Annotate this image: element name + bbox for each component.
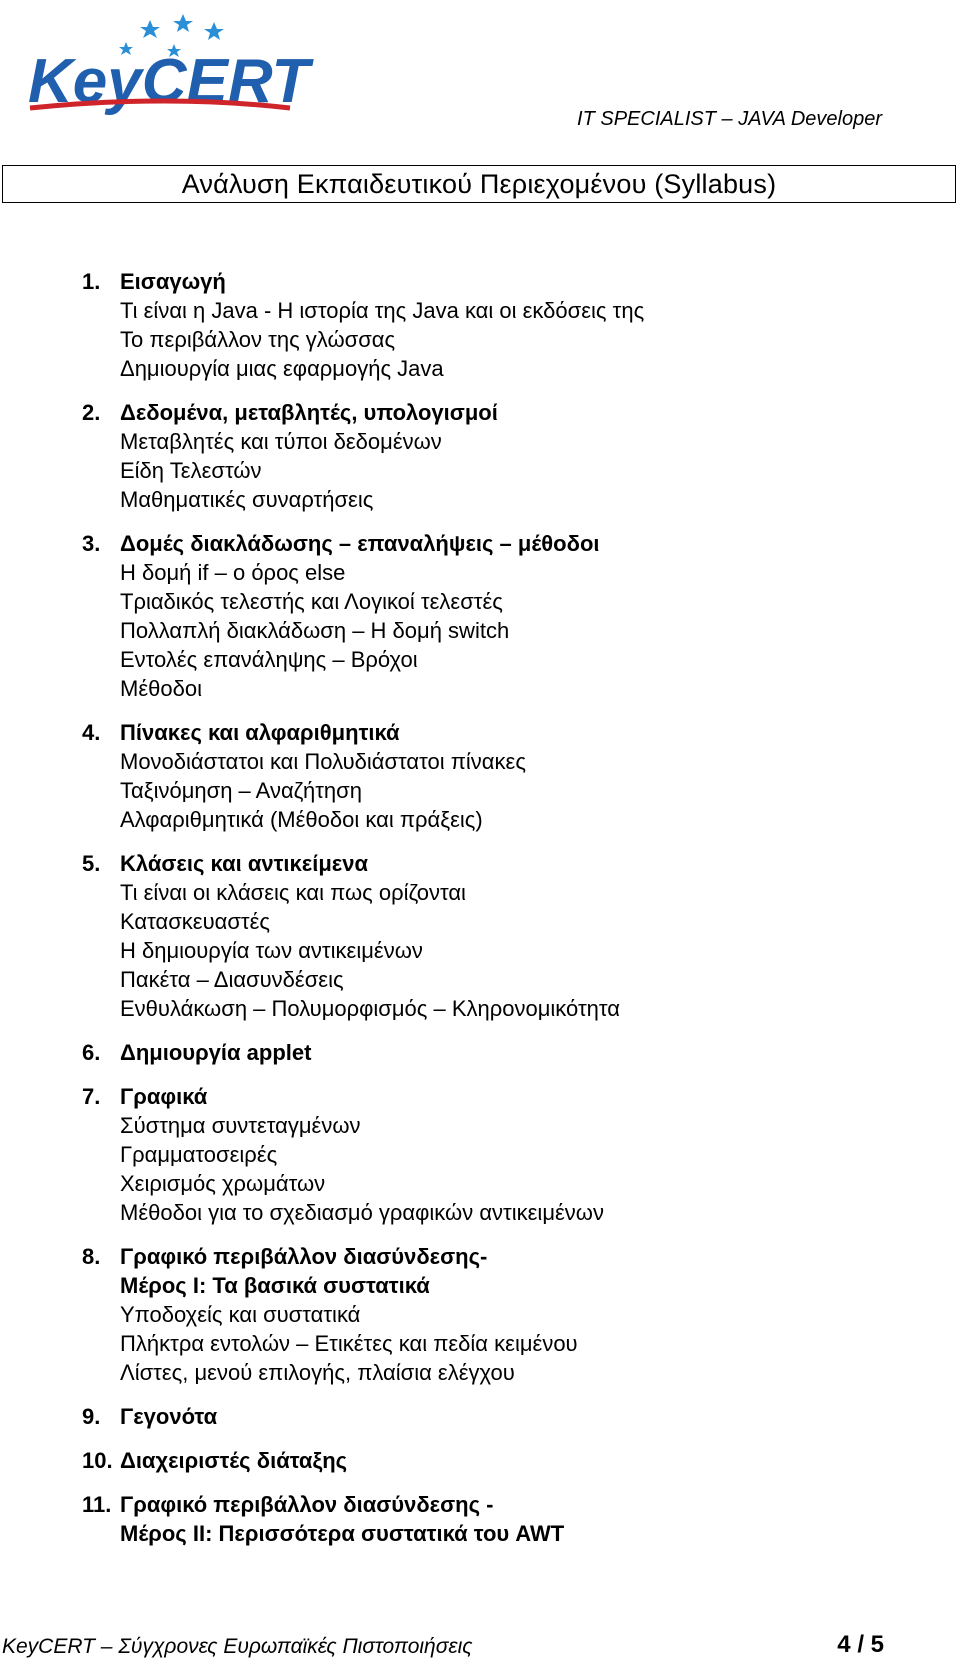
list-item: Μονοδιάστατοι και Πολυδιάστατοι πίνακες: [120, 749, 526, 774]
list-item: Εντολές επανάληψης – Βρόχοι: [120, 647, 418, 672]
section-title-line: Κλάσεις και αντικείμενα: [120, 851, 368, 876]
section-title: [120, 1082, 902, 1111]
list-item: Χειρισμός χρωμάτων: [120, 1171, 326, 1196]
section-number: 5.: [82, 851, 101, 876]
section-title-line: Γραφικά: [120, 1084, 208, 1109]
section-title-line: Δημιουργία applet: [120, 1040, 312, 1065]
list-item: Πακέτα – Διασυνδέσεις: [120, 967, 344, 992]
section-title: [120, 529, 902, 558]
section-title-line: Γραφικό περιβάλλον διασύνδεσης -: [120, 1492, 494, 1517]
list-item: Μέθοδοι: [120, 676, 202, 701]
section-title: [120, 1490, 902, 1548]
syllabus-list: [82, 267, 902, 1563]
section-title-line: Διαχειριστές διάταξης: [120, 1448, 348, 1473]
list-item: Είδη Τελεστών: [120, 458, 262, 483]
list-item: Αλφαριθμητικά (Μέθοδοι και πράξεις): [120, 807, 483, 832]
list-item: Δημιουργία μιας εφαρμογής Java: [120, 356, 444, 381]
section-heading: [82, 718, 902, 747]
section-title-line: Εισαγωγή: [120, 269, 226, 294]
section-title-line: Δεδομένα, μεταβλητές, υπολογισμοί: [120, 400, 498, 425]
logo-text: KeyCERT: [28, 47, 310, 116]
section-heading: [82, 1402, 902, 1431]
list-item: Το περιβάλλον της γλώσσας: [120, 327, 396, 352]
list-item: Μεταβλητές και τύποι δεδομένων: [120, 429, 442, 454]
section-heading: [82, 1446, 902, 1475]
section-items: [120, 1111, 902, 1227]
syllabus-section: [82, 1082, 902, 1227]
list-item: Πολλαπλή διακλάδωση – Η δομή switch: [120, 618, 510, 643]
section-title: [120, 849, 902, 878]
syllabus-section: [82, 529, 902, 703]
section-items: [120, 747, 902, 834]
syllabus-section: [82, 398, 902, 514]
section-title: [120, 1242, 902, 1300]
section-number: 3.: [82, 531, 101, 556]
section-title: [120, 398, 902, 427]
syllabus-section: [82, 1038, 902, 1067]
section-title-line: Πίνακες και αλφαριθμητικά: [120, 720, 400, 745]
section-heading: [82, 267, 902, 296]
section-title-line: Μέρος Ι: Τα βασικά συστατικά: [120, 1273, 430, 1298]
section-number: 9.: [82, 1404, 101, 1429]
course-title: IT SPECIALIST – JAVA Developer: [577, 108, 882, 130]
list-item: Λίστες, μενού επιλογής, πλαίσια ελέγχου: [120, 1360, 515, 1385]
list-item: Γραμματοσειρές: [120, 1142, 278, 1167]
section-title: [120, 718, 902, 747]
syllabus-section: [82, 1446, 902, 1475]
section-title-line: Γεγονότα: [120, 1404, 218, 1429]
section-number: 8.: [82, 1244, 101, 1269]
logo-graphic: [28, 12, 318, 120]
section-title-line: Δομές διακλάδωσης – επαναλήψεις – μέθοδοι: [120, 531, 600, 556]
list-item: Η δομή if – ο όρος else: [120, 560, 346, 585]
list-item: Υποδοχείς και συστατικά: [120, 1302, 361, 1327]
section-title: [120, 1402, 902, 1431]
page-number: 4 / 5: [837, 1631, 884, 1658]
syllabus-section: [82, 849, 902, 1023]
list-item: Ταξινόμηση – Αναζήτηση: [120, 778, 362, 803]
section-title-line: Μέρος ΙΙ: Περισσότερα συστατικά του AWT: [120, 1521, 565, 1546]
section-heading: [82, 398, 902, 427]
section-number: 2.: [82, 400, 101, 425]
list-item: Μέθοδοι για το σχεδιασμό γραφικών αντικειμένων: [120, 1200, 604, 1225]
list-item: Μαθηματικές συναρτήσεις: [120, 487, 374, 512]
syllabus-section: [82, 1242, 902, 1387]
section-number: 10.: [82, 1448, 113, 1473]
section-heading: [82, 1038, 902, 1067]
syllabus-section: [82, 267, 902, 383]
list-item: Τι είναι η Java - Η ιστορία της Java και οι εκδόσεις της: [120, 298, 645, 323]
section-heading: [82, 1490, 902, 1548]
section-title: [120, 1446, 902, 1475]
section-number: 6.: [82, 1040, 101, 1065]
section-number: 1.: [82, 269, 101, 294]
list-item: Τριαδικός τελεστής και Λογικοί τελεστές: [120, 589, 503, 614]
list-item: Πλήκτρα εντολών – Ετικέτες και πεδία κειμένου: [120, 1331, 578, 1356]
list-item: Ενθυλάκωση – Πολυμορφισμός – Κληρονομικότητα: [120, 996, 620, 1021]
section-title: [120, 267, 902, 296]
section-items: [120, 296, 902, 383]
keycert-logo: [28, 12, 318, 120]
section-items: [120, 427, 902, 514]
section-heading: [82, 849, 902, 878]
section-number: 4.: [82, 720, 101, 745]
section-number: 7.: [82, 1084, 101, 1109]
section-items: [120, 1300, 902, 1387]
list-item: Σύστημα συντεταγμένων: [120, 1113, 361, 1138]
list-item: Κατασκευαστές: [120, 909, 271, 934]
section-items: [120, 878, 902, 1023]
section-heading: [82, 529, 902, 558]
section-items: [120, 558, 902, 703]
page-title: Ανάλυση Εκπαιδευτικού Περιεχομένου (Syllabus): [2, 165, 956, 203]
section-heading: [82, 1242, 902, 1300]
section-title: [120, 1038, 902, 1067]
list-item: Η δημιουργία των αντικειμένων: [120, 938, 423, 963]
syllabus-section: [82, 1490, 902, 1548]
list-item: Τι είναι οι κλάσεις και πως ορίζονται: [120, 880, 466, 905]
footer-text: KeyCERT – Σύγχρονες Ευρωπαϊκές Πιστοποιήσεις: [2, 1635, 473, 1658]
section-heading: [82, 1082, 902, 1111]
section-title-line: Γραφικό περιβάλλον διασύνδεσης-: [120, 1244, 488, 1269]
syllabus-section: [82, 1402, 902, 1431]
section-number: 11.: [82, 1492, 112, 1517]
syllabus-section: [82, 718, 902, 834]
